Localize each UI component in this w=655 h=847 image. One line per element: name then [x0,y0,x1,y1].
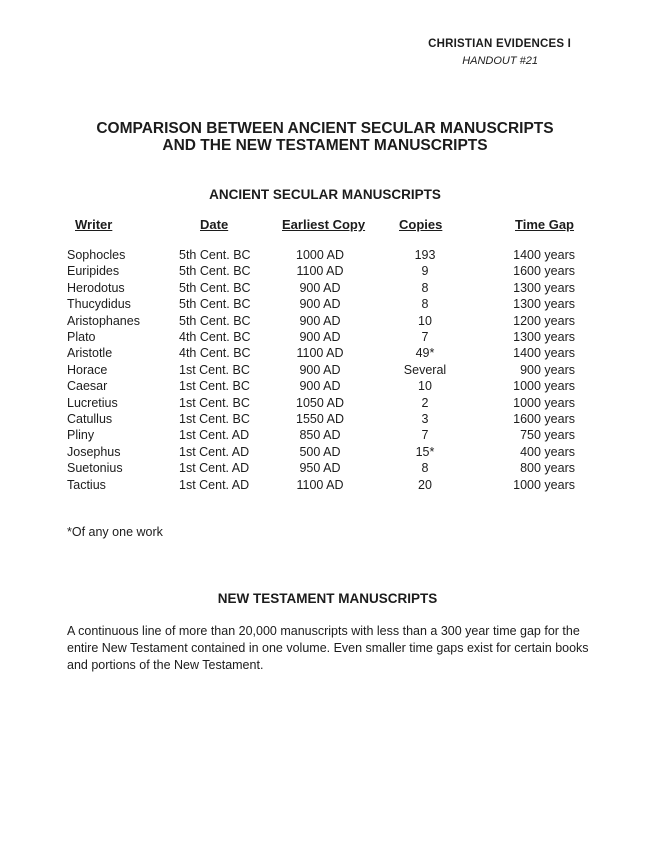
footnote: *Of any one work [67,525,163,539]
time-gap-cell: 1300 years [513,297,575,312]
copies-cell: 7 [421,428,429,443]
time-gap-cell: 750 years [520,428,575,443]
secular-section-heading: ANCIENT SECULAR MANUSCRIPTS [209,187,441,202]
table-row [0,396,655,413]
copies-cell: 15* [415,444,435,459]
table-row [0,478,655,495]
date-cell: 5th Cent. BC [179,313,251,328]
column-header-earliest-copy: Earliest Copy [282,217,366,232]
document-title [0,120,650,154]
date-cell: 5th Cent. BC [179,297,251,312]
earliest-copy-cell: 500 AD [299,444,341,459]
earliest-copy-cell: 850 AD [299,428,341,443]
earliest-copy-cell: 900 AD [299,330,341,344]
earliest-copy-cell: 900 AD [299,297,341,312]
time-gap-cell: 1600 years [513,264,575,279]
writer-cell: Pliny [67,428,95,443]
writer-cell: Thucydidus [67,297,131,312]
writer-cell: Catullus [67,412,113,426]
date-cell: 1st Cent. AD [179,428,250,443]
table-row [0,363,655,380]
copies-cell: 193 [414,248,436,262]
date-cell: 1st Cent. BC [179,395,250,410]
date-cell: 1st Cent. AD [179,477,250,492]
writer-cell: Josephus [67,444,121,459]
column-header-copies: Copies [399,217,443,232]
date-cell: 1st Cent. BC [179,379,250,394]
date-cell: 4th Cent. BC [179,346,251,361]
copies-cell: 8 [421,280,429,295]
time-gap-cell: 800 years [520,461,575,476]
copies-cell: 3 [421,412,429,426]
earliest-copy-cell: 1100 AD [296,346,344,361]
writer-cell: Plato [67,330,96,344]
earliest-copy-cell: 900 AD [299,379,341,394]
earliest-copy-cell: 1550 AD [296,412,344,426]
table-row [0,461,655,478]
time-gap-cell: 1000 years [513,395,575,410]
writer-cell: Lucretius [67,395,118,410]
date-cell: 5th Cent. BC [179,248,251,262]
table-row [0,445,655,462]
date-cell: 1st Cent. AD [179,461,250,476]
copies-cell: 9 [421,264,429,279]
earliest-copy-cell: 900 AD [299,362,341,377]
handout-number: HANDOUT #21 [462,55,538,67]
table-row [0,248,655,265]
writer-cell: Herodotus [67,280,125,295]
earliest-copy-cell: 950 AD [299,461,341,476]
table-row [0,297,655,314]
earliest-copy-cell: 1100 AD [296,477,344,492]
time-gap-cell: 900 years [520,362,575,377]
writer-cell: Horace [67,362,108,377]
time-gap-cell: 1600 years [513,412,575,426]
time-gap-cell: 1400 years [513,346,575,361]
time-gap-cell: 400 years [520,444,575,459]
column-header-time-gap: Time Gap [515,217,575,232]
table-row [0,428,655,445]
copies-cell: 2 [421,395,429,410]
title-line-1: COMPARISON BETWEEN ANCIENT SECULAR MANUSCRIPTS [96,120,554,137]
copies-cell: Several [403,362,447,377]
writer-cell: Suetonius [67,461,123,476]
writer-cell: Aristotle [67,346,113,361]
time-gap-cell: 1000 years [513,477,575,492]
time-gap-cell: 1300 years [513,330,575,344]
copies-cell: 8 [421,297,429,312]
date-cell: 1st Cent. BC [179,412,250,426]
nt-section-heading: NEW TESTAMENT MANUSCRIPTS [217,591,438,606]
writer-cell: Tactius [67,477,106,492]
copies-cell: 10 [418,313,432,328]
date-cell: 1st Cent. AD [179,444,250,459]
column-header-writer: Writer [75,217,113,232]
writer-cell: Sophocles [67,248,126,262]
copies-cell: 10 [418,379,432,394]
table-row [0,281,655,298]
date-cell: 5th Cent. BC [179,280,251,295]
table-row [0,314,655,331]
time-gap-cell: 1300 years [513,280,575,295]
copies-cell: 8 [421,461,429,476]
earliest-copy-cell: 900 AD [299,280,341,295]
date-cell: 5th Cent. BC [179,264,251,279]
writer-cell: Aristophanes [67,313,140,328]
copies-cell: 49* [415,346,435,361]
earliest-copy-cell: 1100 AD [296,264,344,279]
date-cell: 1st Cent. BC [179,362,250,377]
nt-paragraph: A continuous line of more than 20,000 manuscripts with less than a 300 year time gap for the entire New Testament contained in one volume. Even smaller time gaps exist for certain books and portions of the New Testament. [67,624,589,672]
column-header-date: Date [200,217,229,232]
writer-cell: Euripides [67,264,120,279]
table-row [0,264,655,281]
earliest-copy-cell: 900 AD [299,313,341,328]
copies-cell: 20 [418,477,432,492]
copies-cell: 7 [421,330,429,344]
table-row [0,412,655,429]
time-gap-cell: 1000 years [513,379,575,394]
writer-cell: Caesar [67,379,108,394]
earliest-copy-cell: 1050 AD [296,395,344,410]
time-gap-cell: 1400 years [513,248,575,262]
table-row [0,330,655,347]
table-row [0,379,655,396]
earliest-copy-cell: 1000 AD [296,248,344,262]
time-gap-cell: 1200 years [513,313,575,328]
title-line-2: AND THE NEW TESTAMENT MANUSCRIPTS [162,137,488,154]
date-cell: 4th Cent. BC [179,330,251,344]
course-title: CHRISTIAN EVIDENCES I [428,38,571,50]
table-row [0,346,655,363]
